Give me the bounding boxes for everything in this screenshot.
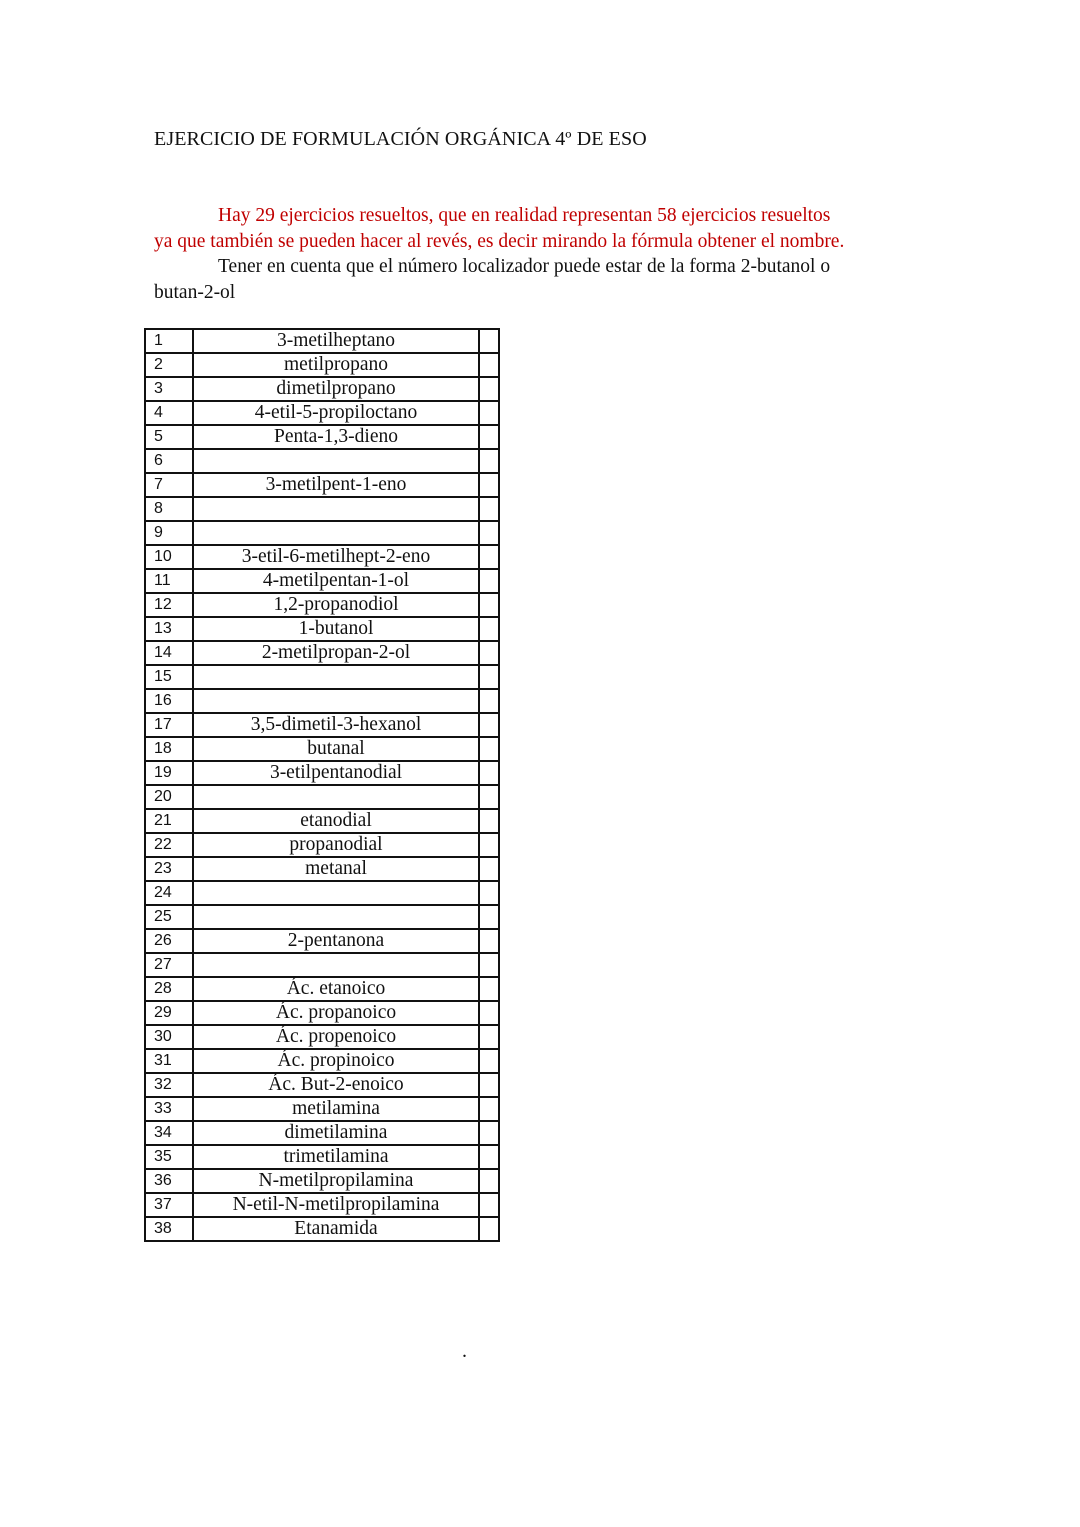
answer-cell: [479, 905, 499, 929]
table-row: [145, 1049, 499, 1073]
exercises-table: [144, 328, 500, 1242]
exercise-number: 21: [145, 809, 193, 833]
table-row: [145, 545, 499, 569]
exercise-number: 19: [145, 761, 193, 785]
exercise-number: 5: [145, 425, 193, 449]
note-line-2: butan-2-ol: [154, 281, 236, 303]
exercise-name: [193, 497, 479, 521]
table-row: [145, 1121, 499, 1145]
exercise-number: 12: [145, 593, 193, 617]
exercise-name: N-etil-N-metilpropilamina: [193, 1193, 479, 1217]
table-row: [145, 689, 499, 713]
answer-cell: [479, 593, 499, 617]
table-row: [145, 905, 499, 929]
answer-cell: [479, 401, 499, 425]
table-row: [145, 833, 499, 857]
table-row: [145, 377, 499, 401]
answer-cell: [479, 1169, 499, 1193]
table-row: [145, 761, 499, 785]
answer-cell: [479, 737, 499, 761]
exercise-number: 32: [145, 1073, 193, 1097]
table-row: [145, 1169, 499, 1193]
table-row: [145, 929, 499, 953]
answer-cell: [479, 641, 499, 665]
answer-cell: [479, 545, 499, 569]
exercise-name: 1-butanol: [193, 617, 479, 641]
exercise-name: metanal: [193, 857, 479, 881]
exercise-number: 29: [145, 1001, 193, 1025]
table-row: [145, 881, 499, 905]
exercise-number: 37: [145, 1193, 193, 1217]
exercise-name: dimetilpropano: [193, 377, 479, 401]
exercise-number: 11: [145, 569, 193, 593]
table-row: [145, 1217, 499, 1241]
answer-cell: [479, 929, 499, 953]
exercise-name: butanal: [193, 737, 479, 761]
table-row: [145, 953, 499, 977]
intro-text: [154, 203, 934, 305]
exercise-name: Ác. propinoico: [193, 1049, 479, 1073]
answer-cell: [479, 353, 499, 377]
table-row: [145, 1001, 499, 1025]
table-row: [145, 857, 499, 881]
table-row: [145, 425, 499, 449]
answer-cell: [479, 977, 499, 1001]
exercise-number: 34: [145, 1121, 193, 1145]
answer-cell: [479, 377, 499, 401]
answer-cell: [479, 761, 499, 785]
table-row: [145, 713, 499, 737]
exercise-name: 2-pentanona: [193, 929, 479, 953]
exercise-name: N-metilpropilamina: [193, 1169, 479, 1193]
exercise-name: 3-etilpentanodial: [193, 761, 479, 785]
answer-cell: [479, 425, 499, 449]
answer-cell: [479, 881, 499, 905]
answer-cell: [479, 713, 499, 737]
exercise-name: etanodial: [193, 809, 479, 833]
exercise-number: 20: [145, 785, 193, 809]
exercise-number: 27: [145, 953, 193, 977]
exercise-number: 23: [145, 857, 193, 881]
exercise-name: 3,5-dimetil-3-hexanol: [193, 713, 479, 737]
intro-red-line-2: ya que también se pueden hacer al revés, es decir mirando la fórmula obtener el nombre.: [154, 230, 845, 252]
table-row: [145, 401, 499, 425]
exercise-number: 25: [145, 905, 193, 929]
exercise-number: 33: [145, 1097, 193, 1121]
exercise-name: propanodial: [193, 833, 479, 857]
exercise-name: 3-etil-6-metilhept-2-eno: [193, 545, 479, 569]
exercise-name: Ác. propenoico: [193, 1025, 479, 1049]
exercise-name: [193, 689, 479, 713]
table-row: [145, 329, 499, 353]
table-row: [145, 569, 499, 593]
exercise-name: [193, 521, 479, 545]
answer-cell: [479, 329, 499, 353]
exercise-number: 35: [145, 1145, 193, 1169]
page-title: EJERCICIO DE FORMULACIÓN ORGÁNICA 4º DE ESO: [154, 128, 647, 150]
answer-cell: [479, 953, 499, 977]
answer-cell: [479, 1193, 499, 1217]
intro-red-paragraph: [154, 203, 934, 254]
exercises-table-body: [145, 329, 499, 1241]
note-line-1: Tener en cuenta que el número localizador puede estar de la forma 2-butanol o: [218, 256, 831, 277]
table-row: [145, 785, 499, 809]
exercise-name: Penta-1,3-dieno: [193, 425, 479, 449]
exercise-name: Ác. propanoico: [193, 1001, 479, 1025]
exercise-name: trimetilamina: [193, 1145, 479, 1169]
answer-cell: [479, 449, 499, 473]
answer-cell: [479, 1097, 499, 1121]
table-row: [145, 665, 499, 689]
table-row: [145, 641, 499, 665]
exercise-number: 15: [145, 665, 193, 689]
table-row: [145, 1025, 499, 1049]
exercise-number: 31: [145, 1049, 193, 1073]
exercise-number: 1: [145, 329, 193, 353]
exercise-number: 6: [145, 449, 193, 473]
exercise-number: 36: [145, 1169, 193, 1193]
answer-cell: [479, 857, 499, 881]
table-row: [145, 497, 499, 521]
table-row: [145, 593, 499, 617]
table-row: [145, 617, 499, 641]
table-row: [145, 449, 499, 473]
answer-cell: [479, 1145, 499, 1169]
answer-cell: [479, 617, 499, 641]
exercise-number: 38: [145, 1217, 193, 1241]
answer-cell: [479, 665, 499, 689]
exercise-number: 14: [145, 641, 193, 665]
table-row: [145, 353, 499, 377]
answer-cell: [479, 473, 499, 497]
exercise-number: 18: [145, 737, 193, 761]
exercise-number: 9: [145, 521, 193, 545]
exercise-number: 13: [145, 617, 193, 641]
exercise-name: dimetilamina: [193, 1121, 479, 1145]
answer-cell: [479, 833, 499, 857]
answer-cell: [479, 1025, 499, 1049]
exercise-name: Etanamida: [193, 1217, 479, 1241]
exercise-number: 16: [145, 689, 193, 713]
exercise-number: 28: [145, 977, 193, 1001]
exercise-name: Ác. But-2-enoico: [193, 1073, 479, 1097]
table-row: [145, 521, 499, 545]
table-row: [145, 737, 499, 761]
answer-cell: [479, 785, 499, 809]
answer-cell: [479, 497, 499, 521]
table-row: [145, 809, 499, 833]
exercise-number: 8: [145, 497, 193, 521]
table-row: [145, 1145, 499, 1169]
exercise-name: Ác. etanoico: [193, 977, 479, 1001]
exercise-name: 1,2-propanodiol: [193, 593, 479, 617]
answer-cell: [479, 569, 499, 593]
exercise-number: 22: [145, 833, 193, 857]
exercise-name: metilamina: [193, 1097, 479, 1121]
exercise-name: [193, 785, 479, 809]
table-row: [145, 1097, 499, 1121]
answer-cell: [479, 809, 499, 833]
table-row: [145, 977, 499, 1001]
answer-cell: [479, 1073, 499, 1097]
answer-cell: [479, 689, 499, 713]
table-row: [145, 1073, 499, 1097]
exercise-number: 24: [145, 881, 193, 905]
exercise-number: 2: [145, 353, 193, 377]
answer-cell: [479, 1121, 499, 1145]
exercise-number: 30: [145, 1025, 193, 1049]
exercise-number: 4: [145, 401, 193, 425]
exercise-number: 3: [145, 377, 193, 401]
exercise-number: 17: [145, 713, 193, 737]
trailing-dot: .: [462, 1340, 467, 1362]
exercise-number: 10: [145, 545, 193, 569]
exercise-name: 4-etil-5-propiloctano: [193, 401, 479, 425]
table-row: [145, 473, 499, 497]
exercise-name: metilpropano: [193, 353, 479, 377]
answer-cell: [479, 1217, 499, 1241]
note-paragraph: [154, 254, 934, 305]
intro-red-line-1: Hay 29 ejercicios resueltos, que en realidad representan 58 ejercicios resueltos: [218, 205, 831, 226]
exercise-name: 4-metilpentan-1-ol: [193, 569, 479, 593]
exercise-name: 3-metilpent-1-eno: [193, 473, 479, 497]
answer-cell: [479, 1049, 499, 1073]
exercise-number: 26: [145, 929, 193, 953]
exercise-name: 2-metilpropan-2-ol: [193, 641, 479, 665]
exercise-name: [193, 953, 479, 977]
exercise-name: [193, 881, 479, 905]
table-row: [145, 1193, 499, 1217]
answer-cell: [479, 521, 499, 545]
exercise-name: [193, 449, 479, 473]
exercise-name: [193, 665, 479, 689]
exercise-name: 3-metilheptano: [193, 329, 479, 353]
answer-cell: [479, 1001, 499, 1025]
exercise-name: [193, 905, 479, 929]
exercise-number: 7: [145, 473, 193, 497]
